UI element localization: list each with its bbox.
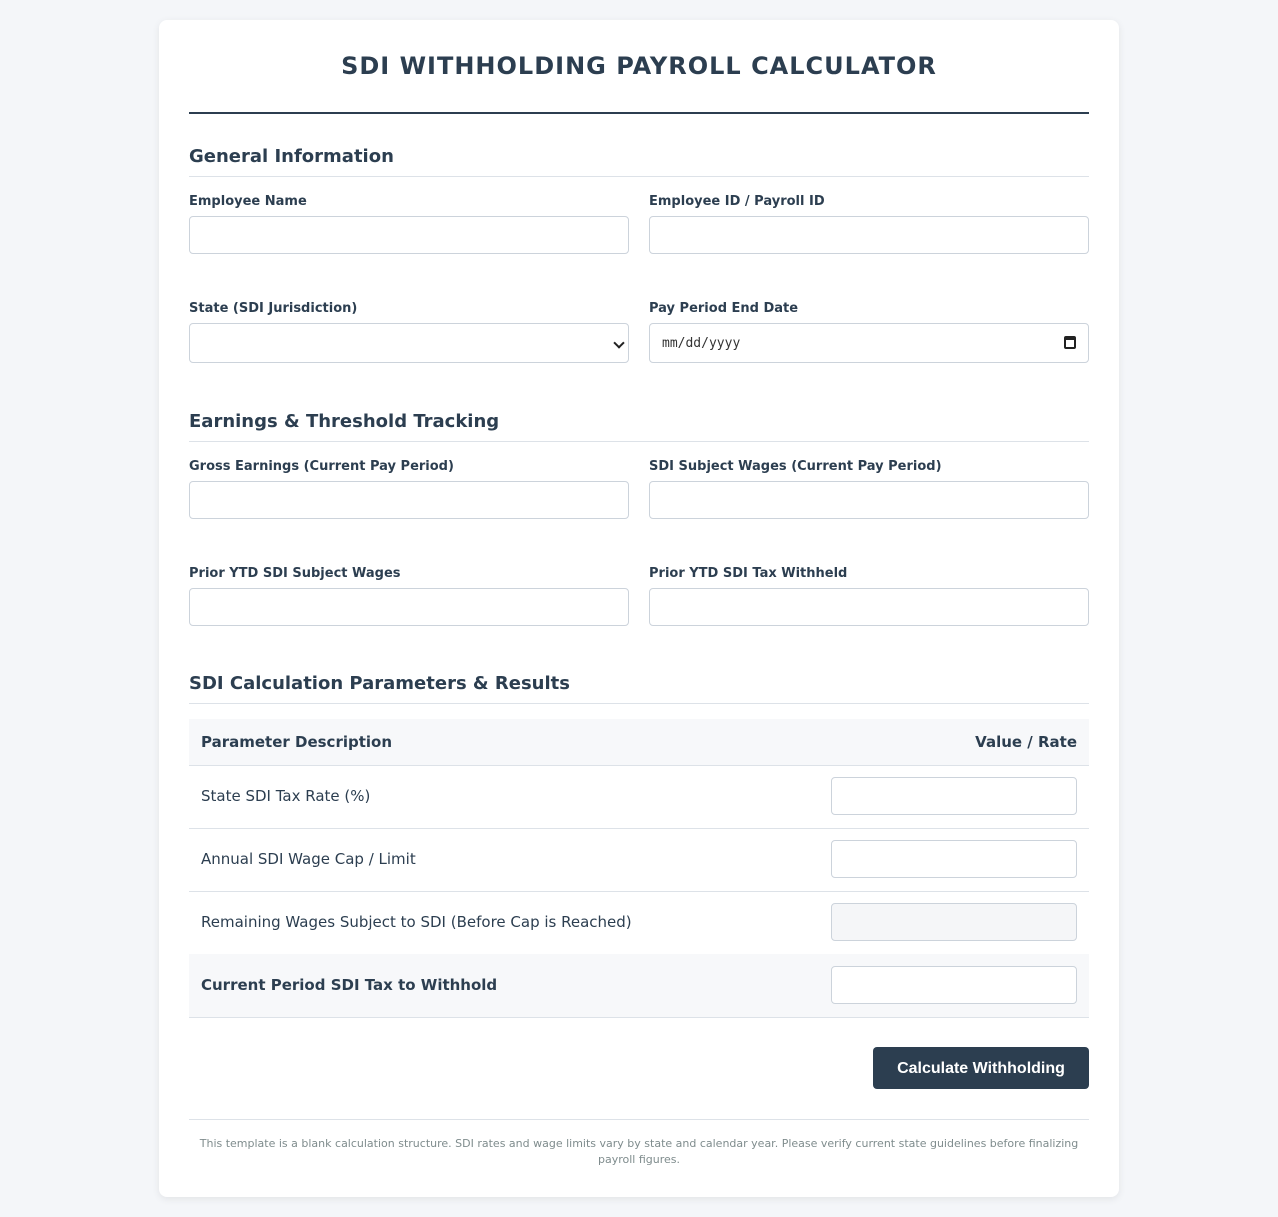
wage-cap-input[interactable] [831, 840, 1077, 878]
section-divider-earnings [189, 441, 1089, 442]
tax-to-withhold-label: Current Period SDI Tax to Withhold [201, 976, 498, 994]
table-row [189, 954, 1089, 1018]
subject-wages-input[interactable] [649, 481, 1089, 519]
table-header [189, 719, 1089, 766]
page-title: SDI WITHHOLDING PAYROLL CALCULATOR [341, 52, 937, 80]
employee-name-label: Employee Name [189, 194, 307, 209]
calculator-card [159, 20, 1119, 1197]
calculate-button[interactable]: Calculate Withholding [873, 1047, 1089, 1089]
pay-period-date-input[interactable] [649, 323, 1089, 363]
remaining-wages-output [831, 903, 1077, 941]
title-divider [189, 112, 1089, 114]
chevron-down-icon [613, 337, 624, 348]
prior-ytd-wages-label: Prior YTD SDI Subject Wages [189, 566, 401, 581]
section-divider-general [189, 176, 1089, 177]
employee-id-label: Employee ID / Payroll ID [649, 194, 825, 209]
section-title-earnings: Earnings & Threshold Tracking [189, 411, 500, 432]
table-row [189, 828, 1089, 892]
prior-ytd-wages-input[interactable] [189, 588, 629, 626]
table-row [189, 765, 1089, 829]
prior-ytd-tax-label: Prior YTD SDI Tax Withheld [649, 566, 848, 581]
remaining-wages-label: Remaining Wages Subject to SDI (Before Cap is Reached) [201, 913, 632, 931]
state-label: State (SDI Jurisdiction) [189, 301, 358, 316]
gross-earnings-input[interactable] [189, 481, 629, 519]
sdi-rate-input[interactable] [831, 777, 1077, 815]
pay-period-label: Pay Period End Date [649, 301, 799, 316]
footer-note: This template is a blank calculation structure. SDI rates and wage limits vary by state and calendar year. Please verify current state guidelines before finalizing payroll figures. [199, 1137, 1079, 1166]
section-divider-params [189, 703, 1089, 704]
section-title-general: General Information [189, 146, 394, 167]
col-description-header: Parameter Description [201, 733, 393, 751]
employee-id-input[interactable] [649, 216, 1089, 254]
gross-earnings-label: Gross Earnings (Current Pay Period) [189, 459, 454, 474]
subject-wages-label: SDI Subject Wages (Current Pay Period) [649, 459, 942, 474]
state-select[interactable] [189, 323, 629, 363]
section-title-params: SDI Calculation Parameters & Results [189, 673, 570, 694]
prior-ytd-tax-input[interactable] [649, 588, 1089, 626]
calendar-icon[interactable] [1064, 336, 1076, 349]
footer-divider [189, 1119, 1089, 1120]
col-value-header: Value / Rate [975, 733, 1077, 751]
table-row [189, 891, 1089, 955]
tax-to-withhold-output[interactable] [831, 966, 1077, 1004]
date-placeholder: mm/dd/yyyy [662, 336, 741, 351]
employee-name-input[interactable] [189, 216, 629, 254]
sdi-rate-label: State SDI Tax Rate (%) [201, 787, 371, 805]
wage-cap-label: Annual SDI Wage Cap / Limit [201, 850, 416, 868]
